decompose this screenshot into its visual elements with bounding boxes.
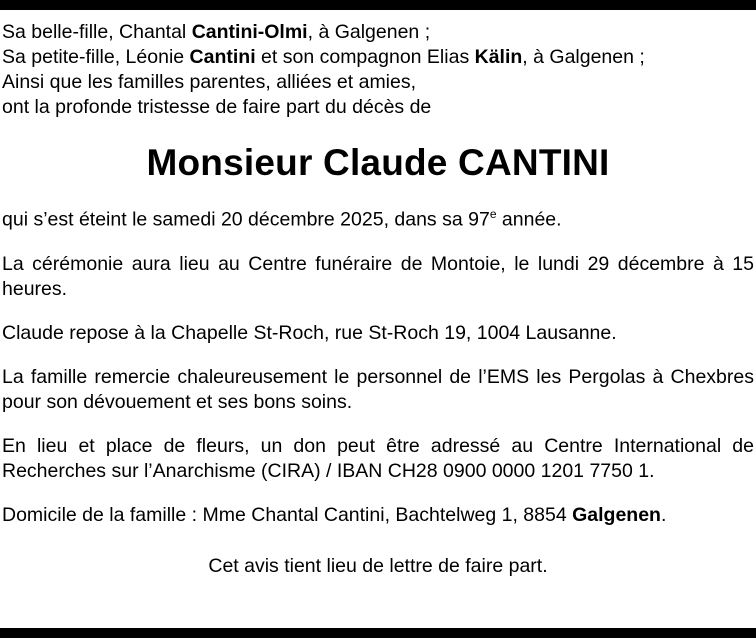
intro-line-2-text-e: , à Galgenen ; [522, 46, 645, 68]
intro-line-2-text-a: Sa petite-fille, Léonie [2, 46, 190, 68]
ceremony-paragraph: La cérémonie aura lieu au Centre funéraire de Montoie, le lundi 29 décembre à 15 heures. [2, 252, 754, 300]
thanks-paragraph: La famille remercie chaleureusement le personnel de l’EMS les Pergolas à Chexbres pour son dévouement et ses bons soins. [2, 365, 754, 413]
domicile-prefix: Domicile de la famille : Mme Chantal Cantini, Bachtelweg 1, 8854 [2, 503, 573, 526]
death-date-line [2, 202, 754, 233]
resting-place-paragraph: Claude repose à la Chapelle St-Roch, rue St-Roch 19, 1004 Lausanne. [2, 321, 617, 344]
intro-line-2 [2, 45, 754, 70]
intro-line-1 [2, 20, 754, 45]
top-rule [0, 0, 756, 10]
death-date-suffix: année. [496, 208, 562, 231]
intro-line-3: Ainsi que les familles parentes, alliées et amies, [2, 71, 417, 93]
domicile-paragraph [2, 503, 754, 528]
domicile-suffix: . [660, 503, 667, 526]
death-date-prefix: qui s’est éteint le samedi 20 décembre 2025, dans sa 97 [2, 208, 490, 231]
intro-line-2-text-c: et son compagnon Elias [255, 46, 475, 68]
bottom-rule [0, 628, 756, 638]
intro-line-1-text-c: , à Galgenen ; [307, 21, 431, 43]
closing-line: Cet avis tient lieu de lettre de faire part. [208, 554, 548, 577]
intro-line-4: ont la profonde tristesse de faire part du décès de [2, 96, 432, 118]
intro-line-1-text-b: Cantini-Olmi [191, 21, 308, 43]
deceased-name: Monsieur Claude CANTINI [146, 142, 610, 183]
intro-line-1-text-a: Sa belle-fille, Chantal [2, 21, 192, 43]
death-date-ordinal-suffix: e [489, 207, 497, 221]
donation-paragraph: En lieu et place de fleurs, un don peut être adressé au Centre International de Recherches sur l’Anarchisme (CIRA) / IBAN CH28 0900 0000 1201 7750 1. [2, 434, 754, 482]
intro-line-2-text-d: Kälin [474, 46, 523, 68]
domicile-city: Galgenen [572, 503, 661, 526]
intro-line-2-text-b: Cantini [189, 46, 256, 68]
notice-body [0, 10, 756, 579]
